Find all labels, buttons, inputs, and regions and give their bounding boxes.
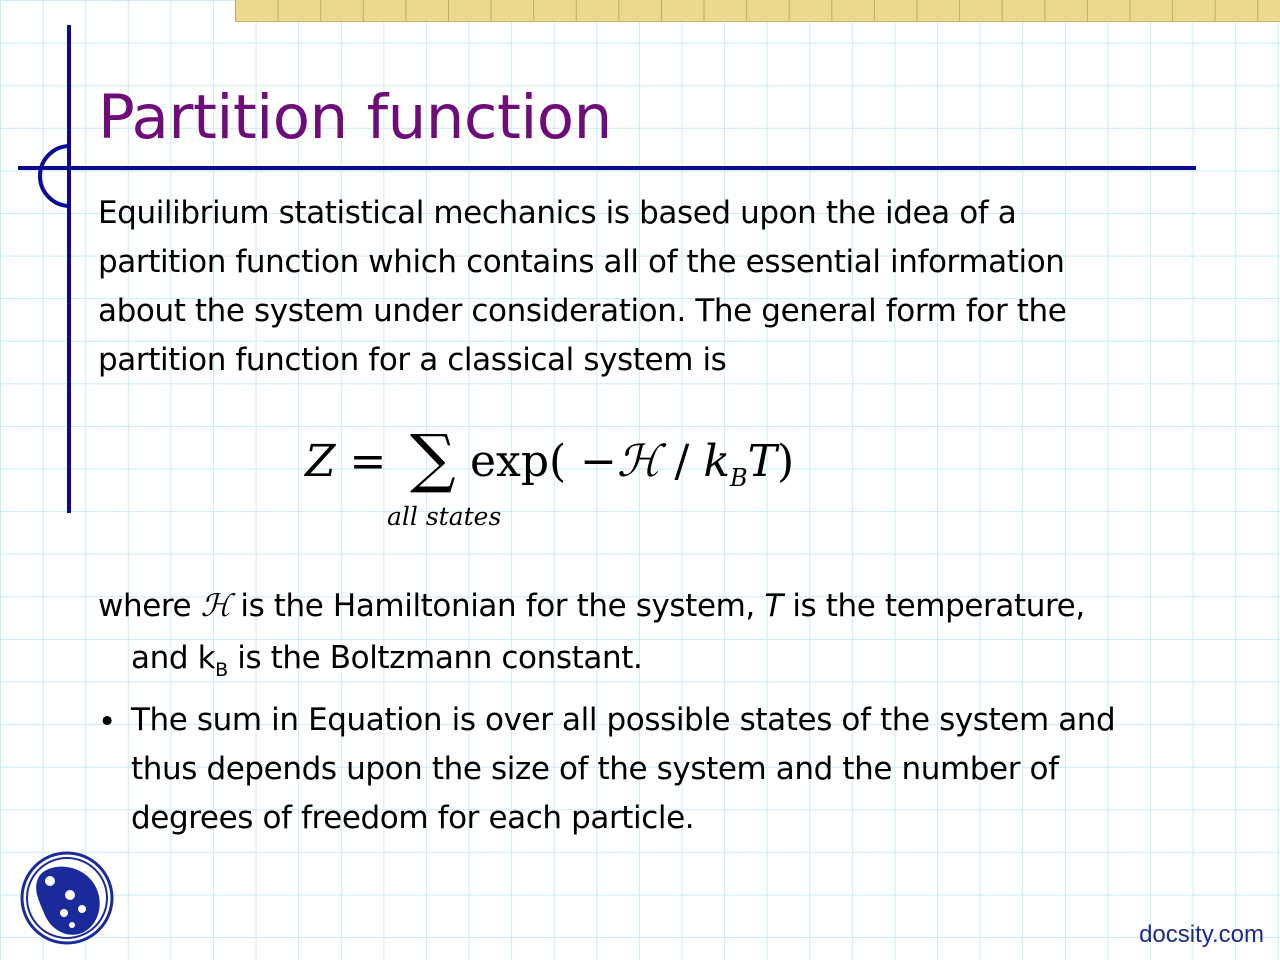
where-text: is the Hamiltonian for the system, — [230, 588, 765, 624]
vertical-rule — [67, 25, 71, 513]
equation-T: T — [747, 436, 777, 487]
temperature-symbol: T — [764, 588, 783, 624]
horizontal-rule — [18, 166, 1196, 170]
intro-paragraph — [98, 189, 1198, 385]
boltzmann-subscript: B — [215, 659, 228, 681]
where-text: where — [98, 588, 201, 624]
bullet-icon: • — [98, 704, 116, 740]
boltzmann-text: is the Boltzmann constant. — [227, 640, 643, 676]
top-decorative-strip — [235, 0, 1280, 22]
summation-subscript: all states — [387, 502, 502, 531]
equation-close-paren: ) — [777, 436, 795, 487]
docsity-brand-link[interactable]: docsity.com — [1139, 921, 1264, 948]
logo-icon — [20, 851, 114, 945]
equation-hamiltonian: ℋ — [617, 436, 661, 487]
summation-symbol: ∑ — [410, 422, 456, 496]
equation-k-subscript: B — [730, 464, 748, 492]
bullet-line: The sum in Equation is over all possible states of the system and — [131, 702, 1116, 738]
equation-rhs — [470, 436, 794, 492]
boltzmann-line — [98, 632, 1218, 696]
explanation-block — [98, 580, 1218, 843]
intro-line: partition function for a classical system is — [98, 342, 727, 378]
intro-line: Equilibrium statistical mechanics is based upon the idea of a — [98, 195, 1017, 231]
equation-k: k — [703, 436, 730, 487]
boltzmann-text: and k — [131, 640, 216, 676]
slide-title: Partition function — [98, 82, 612, 153]
intro-line: partition function which contains all of the essential information — [98, 244, 1065, 280]
hamiltonian-symbol: ℋ — [200, 588, 231, 624]
intro-line: about the system under consideration. The general form for the — [98, 293, 1067, 329]
corner-arc-decoration — [38, 144, 78, 208]
equation-slash: / — [660, 436, 704, 487]
where-text: is the temperature, — [782, 588, 1085, 624]
bullet-line: thus depends upon the size of the system and the number of — [131, 751, 1059, 787]
where-line — [98, 580, 1218, 632]
bullet-line: degrees of freedom for each particle. — [131, 800, 695, 836]
equation-lhs: Z = — [305, 436, 387, 487]
equation-exp: exp( − — [470, 436, 618, 487]
bullet-item — [98, 696, 1218, 843]
